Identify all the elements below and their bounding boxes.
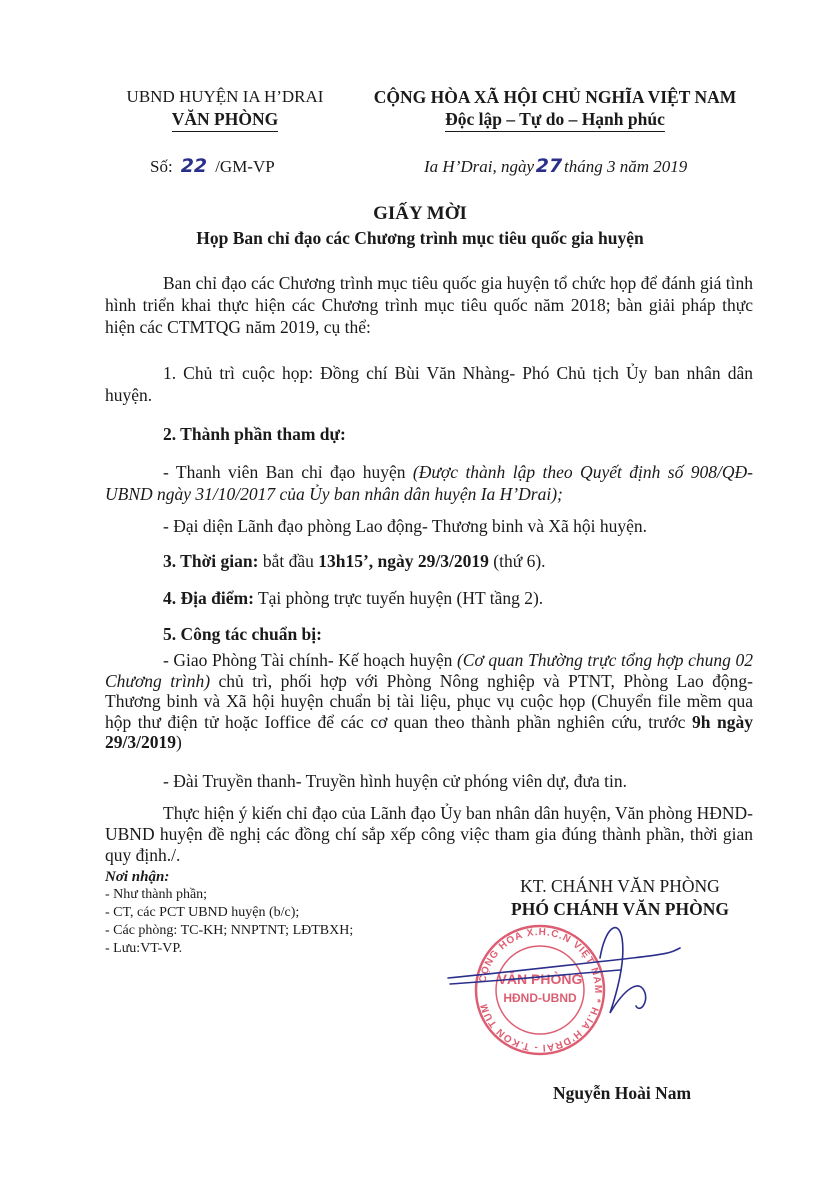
signature-title-block [480, 875, 760, 921]
nation-motto: Độc lập – Tự do – Hạnh phúc [445, 108, 665, 132]
recipient-item: - Như thành phần; [105, 887, 208, 902]
signature-line2: PHÓ CHÁNH VĂN PHÒNG [511, 899, 729, 919]
recipients-heading: Nơi nhận: [105, 869, 170, 885]
item-attendees-heading: 2. Thành phần tham dự: [163, 424, 346, 444]
agency-block [100, 86, 350, 132]
handwritten-day: 27 [535, 155, 563, 177]
item-preparation-finance: - Giao Phòng Tài chính- Kế hoạch huyện (Cơ quan Thường trực tổng hợp chung 02 Chương trình) chủ trì, phối hợp với Phòng Nông nghiệp và PTNT, Phòng Lao động- Thương binh và Xã hội huyện chuẩn bị tài liệu, phục vụ cuộc họp (Chuyển file mềm qua hộp thư điện tử hoặc Ioffice để các cơ quan theo thành phần nghiên cứu, trước 9h ngày 29/3/2019) [105, 650, 753, 752]
item-preparation-radio: - Đài Truyền thanh- Truyền hình huyện cử phóng viên dự, đưa tin. [163, 771, 627, 791]
deadline: 9h ngày 29/3/2019 [105, 711, 753, 752]
item-attendees-labor: - Đại diện Lãnh đạo phòng Lao động- Thương binh và Xã hội huyện. [163, 516, 648, 536]
item-chair: 1. Chủ trì cuộc họp: Đồng chí Bùi Văn Nhàng- Phó Chủ tịch Ủy ban nhân dân huyện. [105, 363, 753, 405]
document-date [424, 155, 687, 178]
number-prefix: Số: [150, 157, 173, 176]
stamp-ring-text: CỘNG HÒA X.H.C.N VIỆT NAM * H.IA H’DRAI - T.KON TUM [477, 926, 604, 1054]
nation-line1: CỘNG HÒA XÃ HỘI CHỦ NGHĨA VIỆT NAM [373, 87, 737, 107]
signature-line1: KT. CHÁNH VĂN PHÒNG [520, 876, 720, 896]
closing-paragraph: Thực hiện ý kiến chỉ đạo của Lãnh đạo Ủy ban nhân dân huyện, Văn phòng HĐND- UBND huyện đề nghị các đồng chí sắp xếp công việc tham gia đúng thành phần, thời gian quy định./. [105, 803, 753, 865]
document-subtitle: Họp Ban chỉ đạo các Chương trình mục tiêu quốc gia huyện [196, 228, 644, 248]
document-title: GIẤY MỜI [373, 203, 467, 224]
date-prefix: Ia H’Drai, ngày [424, 157, 535, 176]
agency-line1: UBND HUYỆN IA H’DRAI [126, 87, 324, 106]
recipient-item: - Các phòng: TC-KH; NNPTNT; LĐTBXH; [105, 923, 354, 938]
recipient-item: - Lưu:VT-VP. [105, 941, 183, 956]
handwritten-number: 22 [180, 155, 208, 177]
meeting-time: 13h15’, ngày 29/3/2019 [318, 551, 489, 571]
attendees-decision-note: (Được thành lập theo Quyết định số 908/QĐ- UBND ngày 31/10/2017 của Ủy ban nhân dân huyện Ia H’Drai); [105, 462, 753, 504]
official-stamp [440, 918, 690, 1068]
signer-name: Nguyễn Hoài Nam [553, 1083, 692, 1103]
recipient-item: - CT, các PCT UBND huyện (b/c); [105, 905, 300, 920]
nation-block [355, 86, 755, 132]
item-time: 3. Thời gian: bắt đầu 13h15’, ngày 29/3/2019 (thứ 6). [163, 551, 546, 571]
number-suffix: /GM-VP [215, 157, 275, 176]
agency-line2: VĂN PHÒNG [172, 108, 278, 132]
stamp-center-line2: HĐND-UBND [503, 991, 577, 1005]
date-suffix: tháng 3 năm 2019 [564, 157, 688, 176]
item-preparation-heading: 5. Công tác chuẩn bị: [163, 624, 322, 644]
item-location: 4. Địa điểm: Tại phòng trực tuyến huyện (HT tầng 2). [163, 588, 544, 608]
recipients-block [105, 868, 353, 958]
document-number [150, 155, 275, 178]
stamp-center-line1: VĂN PHÒNG [497, 971, 583, 987]
intro-paragraph: Ban chỉ đạo các Chương trình mục tiêu quốc gia huyện tổ chức họp để đánh giá tình hình triển khai thực hiện các Chương trình mục tiêu quốc năm 2018; bàn giải pháp thực hiện các CTMTQG năm 2019, cụ thể: [105, 273, 753, 337]
item-attendees-members: - Thanh viên Ban chỉ đạo huyện (Được thành lập theo Quyết định số 908/QĐ- UBND ngày 31/10/2017 của Ủy ban nhân dân huyện Ia H’Drai); [105, 462, 753, 504]
